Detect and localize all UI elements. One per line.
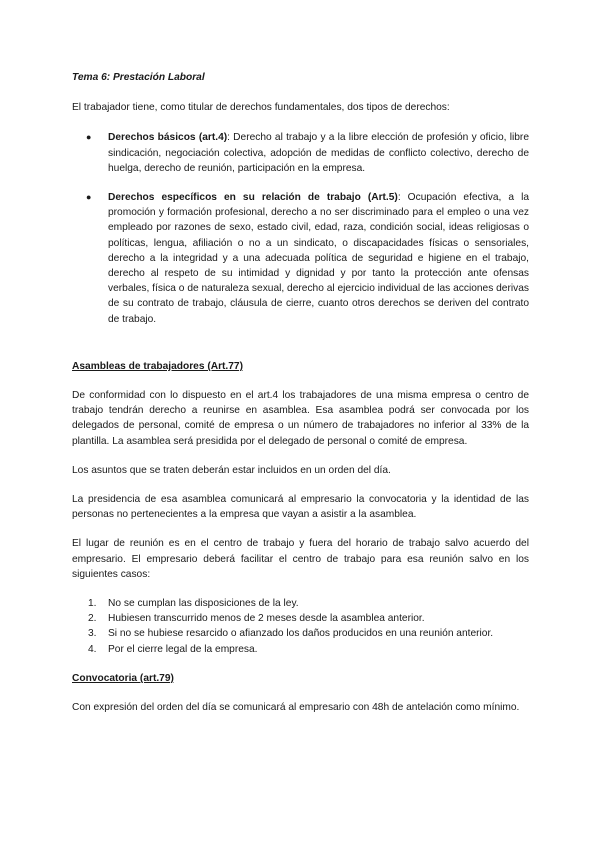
document-content — [72, 70, 529, 729]
section-heading-convocatoria: Convocatoria (art.79) — [72, 672, 174, 684]
case-text: No se cumplan las disposiciones de la ley. — [108, 598, 299, 610]
intro-paragraph: El trabajador tiene, como titular de derechos fundamentales, dos tipos de derechos: — [72, 102, 450, 114]
list-item — [72, 611, 529, 626]
right-term: Derechos básicos (art.4) — [108, 132, 228, 144]
rights-list — [72, 130, 529, 326]
case-text: Hubiesen transcurrido menos de 2 meses desde la asamblea anterior. — [108, 613, 425, 625]
cases-list — [72, 596, 529, 657]
paragraph: Los asuntos que se traten deberán estar incluidos en un orden del día. — [72, 464, 391, 476]
paragraph: La presidencia de esa asamblea comunicará al empresario la convocatoria y la identidad de las personas no pertenecientes a la empresa que vayan a asistir a la asamblea. — [72, 494, 529, 521]
section-heading-asambleas: Asambleas de trabajadores (Art.77) — [72, 360, 243, 372]
bullet-icon: ● — [86, 132, 92, 143]
list-item — [72, 190, 529, 327]
page-title: Tema 6: Prestación Laboral — [72, 72, 205, 83]
right-text: : Derecho al trabajo y a la libre elección de profesión y oficio, libre sindicación, negociación colectiva, adopción de medidas de conflicto colectivo, derecho de huelga, derecho de reunión, participación en la empresa. — [108, 132, 529, 174]
list-number: 4. — [88, 643, 97, 655]
bullet-icon: ● — [86, 192, 92, 203]
right-text: : Ocupación efectiva, a la promoción y formación profesional, derecho a no ser discriminado para el empleo o una vez empleado por razones de sexo, estado civil, edad, raza, condición social, ideas religiosas o políticas, lengua, afiliación o no a un sindicato, o discapacidades físicas o sensoriales, derecho a la integridad y a una adecuada política de seguridad e higiene en el trabajo, derecho al respeto de su intimidad y dignidad y por tanto la protección ante ofensas verbales, física o de naturaleza sexual, derecho al ejercicio individual de las acciones derivas de su contrato de trabajo, cláusula de cierre, cuanto otros derechos se deriven del contrato de trabajo. — [108, 192, 530, 325]
case-text: Por el cierre legal de la empresa. — [108, 643, 258, 655]
list-number: 1. — [88, 598, 97, 610]
paragraph: Con expresión del orden del día se comunicará al empresario con 48h de antelación como mínimo. — [72, 702, 520, 714]
paragraph: De conformidad con lo dispuesto en el art.4 los trabajadores de una misma empresa o centro de trabajo tendrán derecho a reunirse en asamblea. Esa asamblea podrá ser convocada por los delegados de personal, comité de empresa o un número de trabajadores no inferior al 33% de la plantilla. La asamblea será presidida por el delegado de personal o comité de empresa. — [72, 390, 529, 447]
list-item — [72, 642, 529, 657]
case-text: Si no se hubiese resarcido o afianzado los daños producidos en una reunión anterior. — [108, 628, 494, 640]
list-item — [72, 130, 529, 176]
list-item — [72, 596, 529, 611]
list-item — [72, 626, 529, 641]
list-number: 2. — [88, 613, 97, 625]
right-term: Derechos específicos en su relación de trabajo (Art.5) — [108, 192, 398, 204]
paragraph: El lugar de reunión es en el centro de trabajo y fuera del horario de trabajo salvo acuerdo del empresario. El empresario deberá facilitar el centro de trabajo para esa reunión salvo en los siguientes casos: — [72, 538, 529, 580]
list-number: 3. — [88, 628, 97, 640]
